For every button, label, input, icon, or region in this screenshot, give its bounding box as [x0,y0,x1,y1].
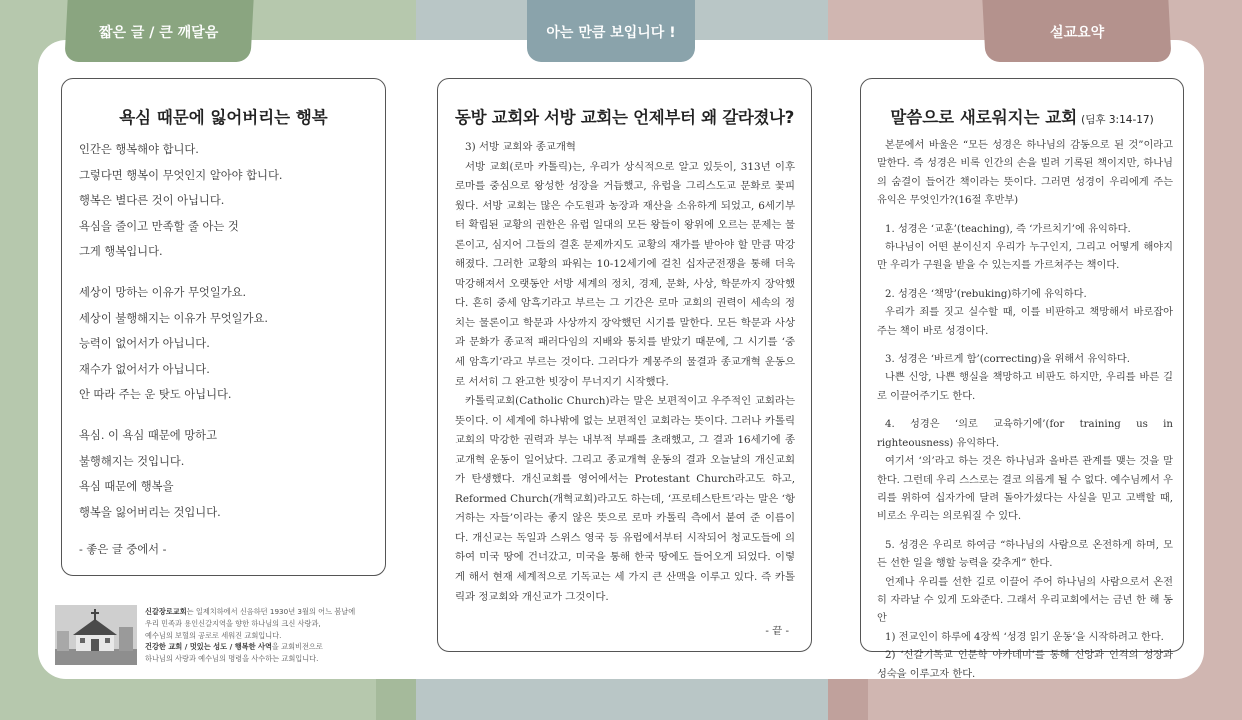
church-info [55,605,395,667]
point-heading: 5. 성경은 우리로 하여금 “하나님의 사람으로 온전하게 하며, 모든 선한 일을 행할 능력을 갖추게” 한다. [877,539,1173,570]
poem-line: 행복을 잃어버리는 것입니다. [79,505,221,519]
info-line: 예수님의 보혈의 공로로 세워진 교회입니다. [145,630,282,640]
tab-knowledge [527,0,695,62]
knowledge-body [455,138,795,607]
knowledge-box [437,78,812,652]
poem-line: 행복은 별다른 것이 아닙니다. [79,194,225,208]
short-writing-title: 욕심 때문에 잃어버리는 행복 [119,108,328,127]
poem-line: 불행해지는 것입니다. [79,454,185,468]
info-line: 하나님의 사랑과 예수님의 명령을 사수하는 교회입니다. [145,654,319,664]
info-line: 는 일제치하에서 신음하던 1930년 3월의 어느 봄날에 [186,607,356,616]
sermon-body [877,137,1173,694]
sermon-box [860,78,1184,680]
church-photo [55,605,137,665]
poem-text [79,137,282,525]
info-line: 우리 민족과 용인신갈지역을 향한 하나님의 크신 사랑과, [145,618,321,628]
sermon-title-text: 말씀으로 새로워지는 교회 [890,108,1078,127]
info-line: 을 교회비전으로 [271,642,323,652]
poem-line: 욕심 때문에 행복을 [79,480,174,494]
end-mark: - 끝 - [765,625,789,637]
poem-line: 욕심. 이 욕심 때문에 망하고 [79,428,217,442]
tab-short-writing [64,0,253,62]
point-body: 여기서 ‘의’라고 하는 것은 하나님과 올바른 관계를 맺는 것을 말한다. 그런데 우리 스스로는 결코 의롭게 될 수 없다. 예수님께서 우리를 위하여 십자가에 달려 돌아가셨다는 사실을 믿고 고백할 때, 비로소 우리는 의로워질 수 있다. [877,456,1173,523]
tab-label: 설교요약 [1049,25,1105,41]
plan-item: 2) ‘신갈기독교 인문학 아카데미’를 통해 신앙과 인격의 성장과 성숙을 이루고자 한다. [877,650,1173,680]
point-heading: 1. 성경은 ‘교훈’(teaching), 즉 ‘가르치기’에 유익하다. [885,223,1131,235]
poem-line: 세상이 망하는 이유가 무엇일가요. [79,285,247,299]
tab-label: 짧은 글 / 큰 깨달음 [99,25,219,41]
point-heading: 2. 성경은 ‘책망’(rebuking)하기에 유익하다. [885,288,1087,300]
poem-line: 능력이 없어서가 아닙니다. [79,337,210,351]
poem-line: 인간은 행복해야 합니다. [79,143,199,156]
point-heading: 3. 성경은 ‘바르게 함’(correcting)을 위해서 유익하다. [885,354,1130,366]
scripture-reference: (딤후 3:14-17) [1081,114,1154,126]
plan-item: 1) 전교인이 하루에 4장씩 ‘성경 읽기 운동’을 시작하려고 한다. [885,631,1164,643]
section-heading: 3) 서방 교회와 종교개혁 [465,141,576,153]
point-body: 우리가 죄를 짓고 실수할 때, 이를 비판하고 책망해서 바로잡아 주는 책이 바로 성경이다. [877,307,1173,337]
knowledge-title: 동방 교회와 서방 교회는 언제부터 왜 갈라졌나? [454,108,795,127]
paragraph: 서방 교회(로마 카톨릭)는, 우리가 상식적으로 알고 있듯이, 313년 이후 로마를 중심으로 왕성한 성장을 거듭했고, 유럽을 그리스도교 문화로 꽃피웠다. 서방 교회는 많은 수도원과 농장과 재산을 소유하게 되었고, 6세기부터 확립된 교황의 권한은 유럽 일대의 모든 왕들이 왕위에 오르는 문제는 물론이고, 심지어 그들의 결혼 문제까지도 교황의 재가를 받아야 할 만큼 막강해졌다. 그러한 교황의 파워는 10-12세기에 걸친 십자군전쟁을 통해 더욱 막강해져서 오랫동안 서방 세계의 정치, 경제, 문화, 사상, 학문까지 장악했다. 흔히 중세 암흑기라고 부르는 그 기간은 로마 교회의 권력이 세속의 정치는 물론이고 학문과 사상까지 장악했던 시기를 말한다. 모든 학문과 사상과 문화가 종교적 패러다임의 지배와 통치를 받았기 때문에, 그 시기를 ‘중세 암흑기’라고 부르는 것이다. 그러다가 계몽주의 물결과 종교개혁 운동으로 서서히 그 완고한 빗장이 무너지기 시작했다. [455,160,795,388]
paragraph: 본문에서 바울은 “모든 성경은 하나님의 감동으로 된 것”이라고 말한다. 즉 성경은 비록 인간의 손을 빌려 기록된 책이지만, 하나님의 숨결이 들어간 책이라는 뜻이다. 그러면 성경이 우리에게 주는 유익은 무엇인가?(16절 후반부) [877,140,1173,207]
poem-line: 그렇다면 행복이 무엇인지 알아야 합니다. [79,168,283,182]
point-body: 언제나 우리를 선한 길로 이끌어 주어 하나님의 사람으로서 온전히 자라날 수 있게 도와준다. 그래서 우리교회에서는 금년 한 해 동안 [877,576,1173,625]
church-name: 신갈장로교회 [145,607,187,616]
background-strip [376,679,416,720]
church-vision: 건강한 교회 / 멋있는 성도 / 행복한 사역 [145,642,272,652]
point-body: 나쁜 신앙, 나쁜 행실을 책망하고 비판도 하지만, 우리를 바른 길로 이끌어주기도 한다. [877,372,1173,402]
poem-line: 세상이 불행해지는 이유가 무엇일가요. [79,311,268,325]
short-writing-box [61,78,386,576]
poem-source: - 좋은 글 중에서 - [79,543,167,556]
poem-line: 재수가 없어서가 아닙니다. [79,362,210,376]
poem-line: 안 따라 주는 운 탓도 아닙니다. [79,388,232,402]
poem-line: 그게 행복입니다. [79,245,163,259]
church-info-text [145,606,405,665]
point-heading: 4. 성경은 ‘의로 교육하기에’(for training us in righteousness) 유익하다. [877,419,1173,449]
paragraph: 카톨릭교회(Catholic Church)라는 말은 보편적이고 우주적인 교회라는 뜻이다. 이 세계에 하나밖에 없는 보편적인 교회라는 뜻이다. 그러나 카톨릭 교회의 막강한 권력과 부는 내부적 부패를 초래했고, 그 결과 16세기에 종교개혁 운동이 일어났다. 그리고 종교개혁 운동의 결과 오늘날의 개신교회가 탄생했다. 개신교회를 영어에서는 Protestant Church라고도 하고, Reformed Church(개혁교회)라고도 하는데, ‘프로테스탄트’라는 말은 ‘항거하는 자들’이라는 좋지 않은 뜻으로 로마 카톨릭 측에서 붙여 준 이름이다. 개신교는 독일과 스위스 영국 등 유럽에서부터 시작되어 청교도들에 의하여 미국 땅에 건너갔고, 미국을 통해 한국 땅에도 들어오게 되었다. 이렇게 해서 현재 세계적으로 기독교는 세 가지 큰 산맥을 이루고 있다. 즉 카톨릭과 정교회와 개신교가 그것이다. [455,395,795,603]
point-body: 하나님이 어떤 분이신지 우리가 누구인지, 그리고 어떻게 해야지만 우리가 구원을 받을 수 있는지를 가르쳐주는 책이다. [877,242,1173,272]
tab-sermon-summary [982,0,1171,62]
poem-line: 욕심을 줄이고 만족할 줄 아는 것 [79,219,239,233]
background-strip [828,679,868,720]
tab-label: 아는 만큼 보입니다 ! [546,25,676,41]
sermon-title [861,104,1183,128]
